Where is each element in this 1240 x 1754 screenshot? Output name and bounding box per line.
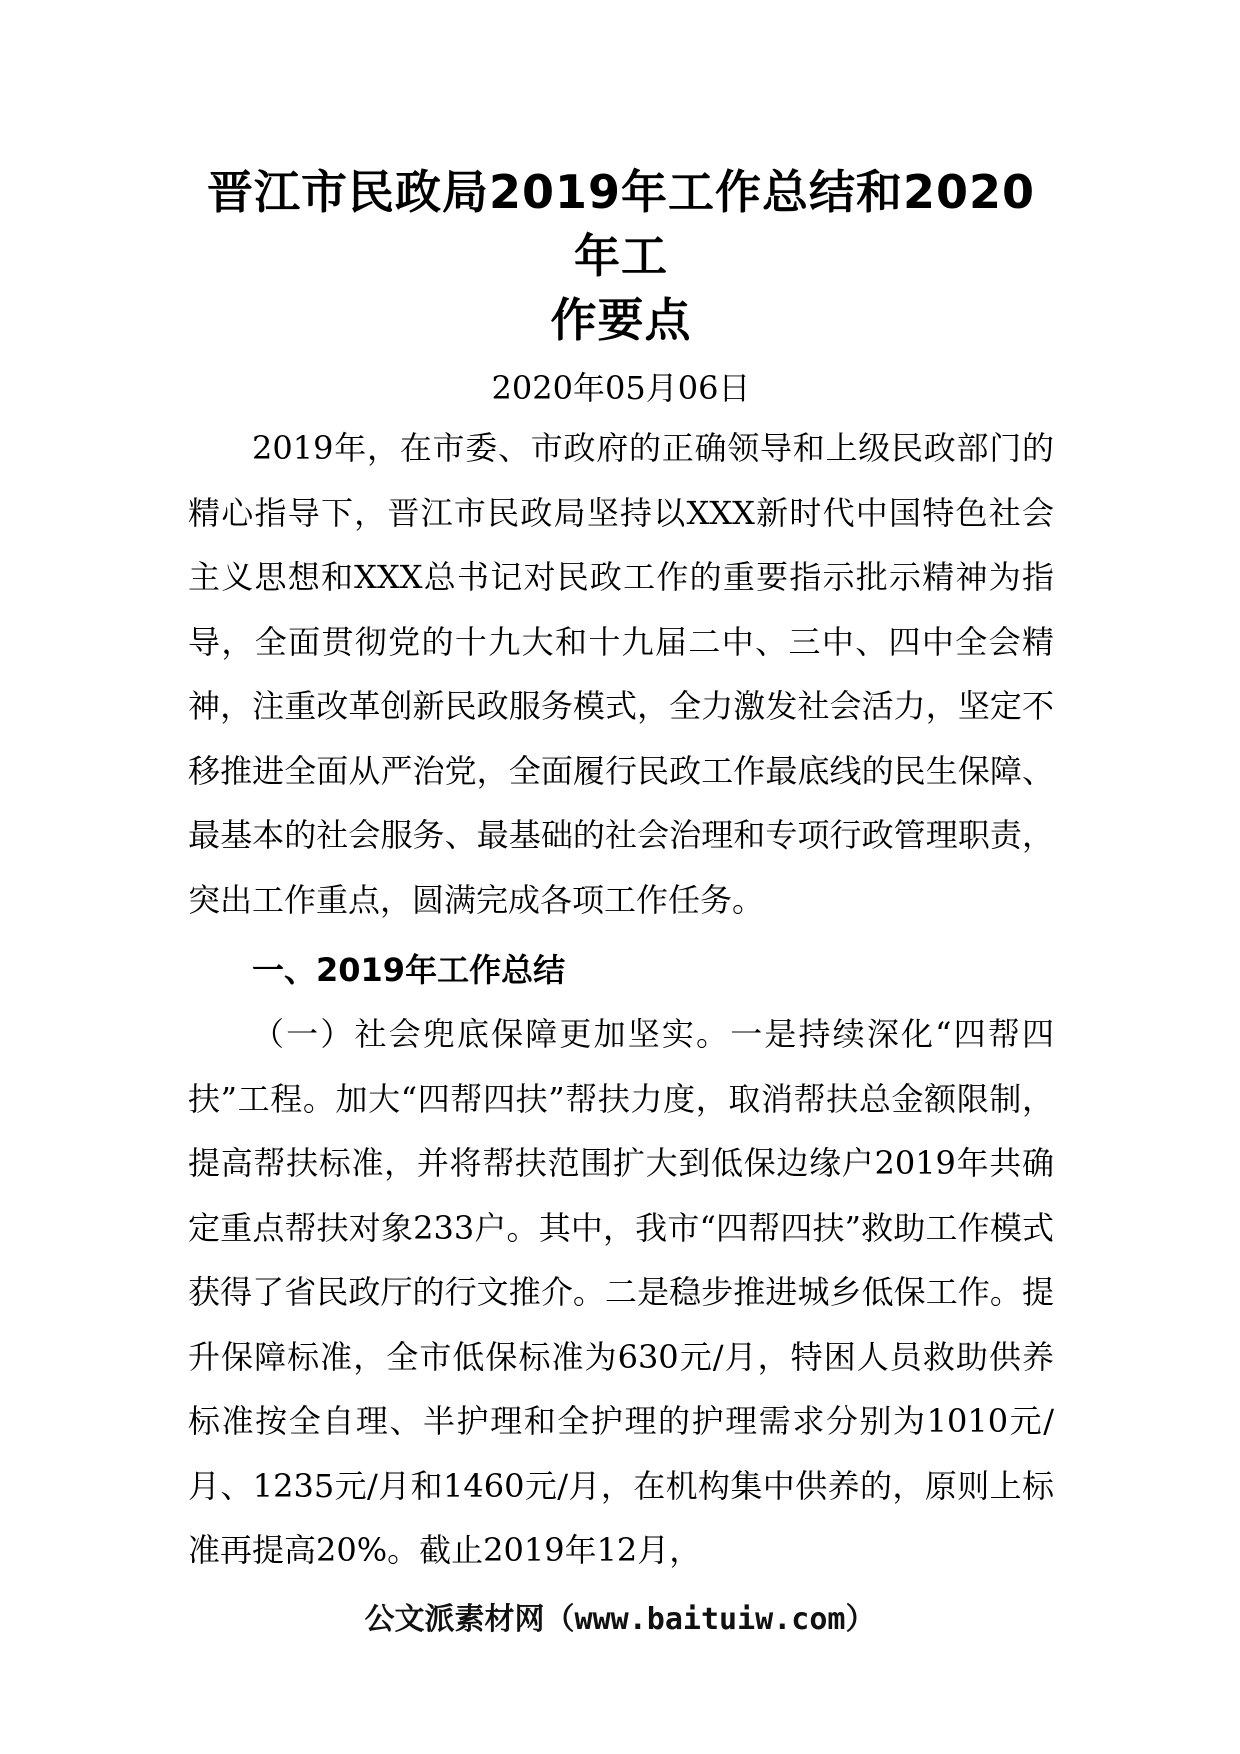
document-title	[188, 160, 1054, 352]
document-body	[188, 160, 1054, 1583]
section-heading: 一、2019年工作总结	[252, 951, 566, 989]
document-date: 2020年05月06日	[491, 369, 751, 407]
title-line-2: 作要点	[550, 293, 692, 347]
title-line-1: 晋江市民政局2019年工作总结和2020年工	[206, 165, 1036, 283]
intro-paragraph: 2019年，在市委、市政府的正确领导和上级民政部门的精心指导下，晋江市民政局坚持以XXX新时代中国特色社会主义思想和XXX总书记对民政工作的重要指示批示精神为指导，全面贯彻党的十九大和十九届二中、三中、四中全会精神，注重改革创新民政服务模式，全力激发社会活力，坚定不移推进全面从严治党，全面履行民政工作最底线的民生保障、最基本的社会服务、最基础的社会治理和专项行政管理职责，突出工作重点，圆满完成各项工作任务。	[188, 429, 1054, 919]
section-paragraph: （一）社会兜底保障更加坚实。一是持续深化“四帮四扶”工程。加大“四帮四扶”帮扶力度，取消帮扶总金额限制，提高帮扶标准，并将帮扶范围扩大到低保边缘户2019年共确定重点帮扶对象233户。其中，我市“四帮四扶”救助工作模式获得了省民政厅的行文推介。二是稳步推进城乡低保工作。提升保障标准，全市低保标准为630元/月，特困人员救助供养标准按全自理、半护理和全护理的护理需求分别为1010元/月、1235元/月和1460元/月，在机构集中供养的，原则上标准再提高20%。截止2019年12月，	[188, 1015, 1054, 1569]
footer-watermark: 公文派素材网（www.baituiw.com）	[364, 1602, 876, 1637]
